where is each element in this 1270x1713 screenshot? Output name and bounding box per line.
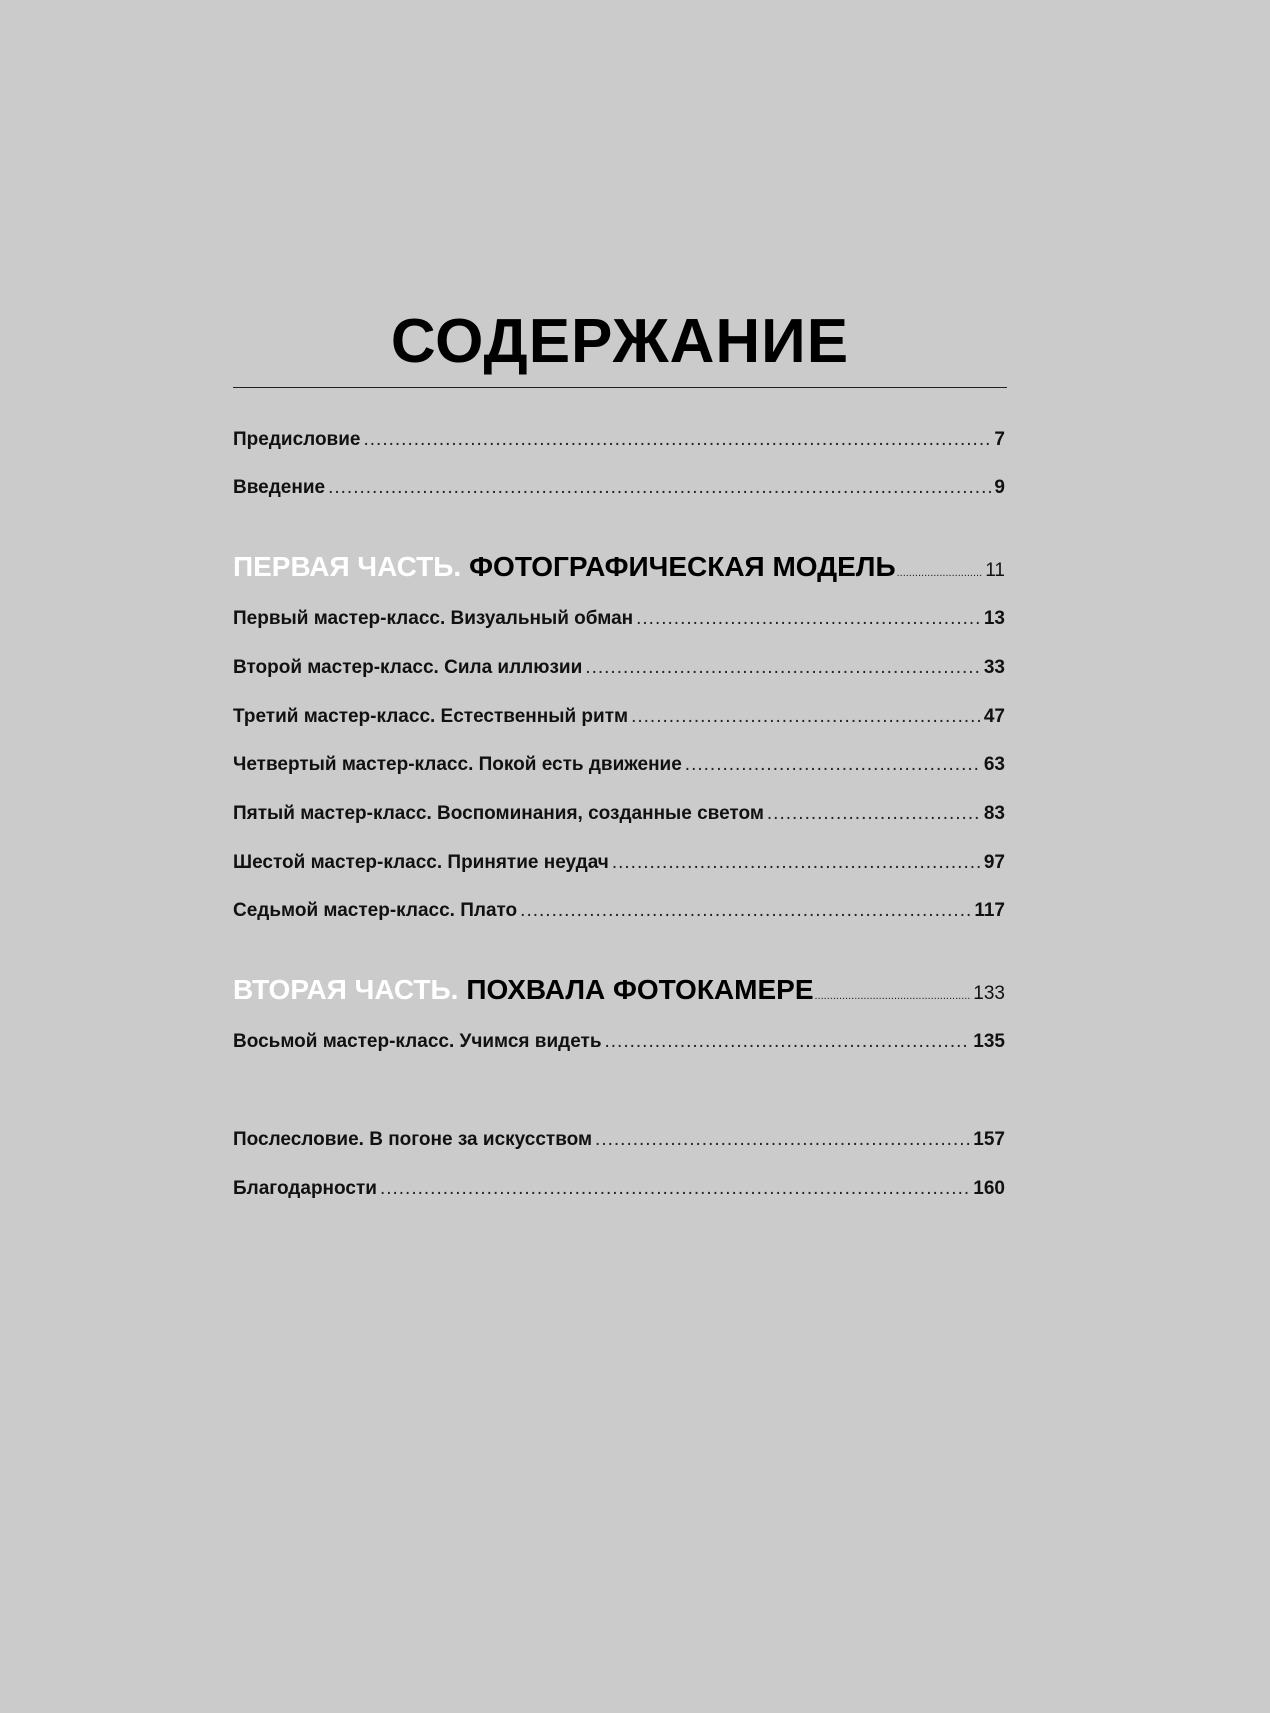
toc-entry-page: 7 [994, 429, 1005, 450]
toc-entry-page: 135 [973, 1031, 1005, 1052]
part-page: 133 [973, 983, 1005, 1004]
dot-leader [585, 656, 981, 680]
toc-entry-page: 160 [973, 1178, 1005, 1199]
toc-entry-foreword[interactable] [233, 428, 1005, 452]
dot-leader [380, 1177, 970, 1201]
toc-entry-label: Шестой мастер-класс. Принятие неудач [233, 852, 609, 873]
toc-entry-page: 47 [983, 706, 1005, 727]
toc-entry-masterclass-2[interactable] [233, 656, 1005, 680]
part-page: 11 [985, 560, 1005, 581]
toc-entry-masterclass-8[interactable] [233, 1030, 1005, 1054]
toc-entry-label: Восьмой мастер-класс. Учимся видеть [233, 1031, 602, 1052]
toc-entry-masterclass-6[interactable] [233, 851, 1005, 875]
toc-entry-page: 157 [973, 1129, 1005, 1150]
toc-entry-masterclass-3[interactable] [233, 705, 1005, 729]
toc-entry-page: 83 [983, 803, 1005, 824]
toc-entry-label: Первый мастер-класс. Визуальный обман [233, 608, 634, 629]
toc-entry-page: 63 [983, 754, 1005, 775]
toc-entry-label: Послесловие. В погоне за искусством [233, 1129, 593, 1150]
toc-entry-page: 117 [974, 900, 1005, 921]
dot-leader [612, 851, 981, 875]
toc-entry-label: Третий мастер-класс. Естественный ритм [233, 706, 629, 727]
dot-leader [328, 476, 991, 500]
toc-entry-masterclass-1[interactable] [233, 607, 1005, 631]
part-title: ФОТОГРАФИЧЕСКАЯ МОДЕЛЬ [469, 551, 896, 582]
dot-leader [897, 567, 983, 579]
toc-entry-masterclass-5[interactable] [233, 802, 1005, 826]
toc-entry-page: 9 [994, 477, 1005, 498]
part-heading-1[interactable] [233, 550, 1005, 584]
dot-leader [815, 990, 971, 1002]
toc-entry-label: Благодарности [233, 1178, 377, 1199]
title-divider [233, 387, 1007, 388]
dot-leader [364, 428, 992, 452]
toc-entry-masterclass-4[interactable] [233, 753, 1005, 777]
dot-leader [685, 753, 981, 777]
toc-entry-page: 33 [983, 657, 1005, 678]
part-prefix: ПЕРВАЯ ЧАСТЬ. [233, 551, 462, 582]
toc-entry-page: 13 [983, 608, 1005, 629]
toc-entry-masterclass-7[interactable] [233, 899, 1005, 923]
dot-leader [767, 802, 981, 826]
toc-entry-acknowledgements[interactable] [233, 1177, 1005, 1201]
part-prefix: ВТОРАЯ ЧАСТЬ. [233, 974, 459, 1005]
dot-leader [520, 899, 971, 923]
toc-entry-label: Пятый мастер-класс. Воспоминания, созданные светом [233, 803, 764, 824]
page-title: СОДЕРЖАНИЕ [390, 307, 850, 376]
toc-entry-afterword[interactable] [233, 1128, 1005, 1152]
dot-leader [631, 705, 981, 729]
dot-leader [595, 1128, 970, 1152]
toc-entry-label: Четвертый мастер-класс. Покой есть движение [233, 754, 682, 775]
part-title: ПОХВАЛА ФОТОКАМЕРЕ [466, 974, 814, 1005]
toc-entry-introduction[interactable] [233, 476, 1005, 500]
toc-entry-label: Введение [233, 477, 326, 498]
toc-entry-label: Второй мастер-класс. Сила иллюзии [233, 657, 583, 678]
toc-entry-label: Предисловие [233, 429, 361, 450]
dot-leader [605, 1030, 971, 1054]
toc-entry-label: Седьмой мастер-класс. Плато [233, 900, 518, 921]
toc-entry-page: 97 [983, 852, 1005, 873]
part-heading-2[interactable] [233, 973, 1005, 1007]
dot-leader [636, 607, 981, 631]
